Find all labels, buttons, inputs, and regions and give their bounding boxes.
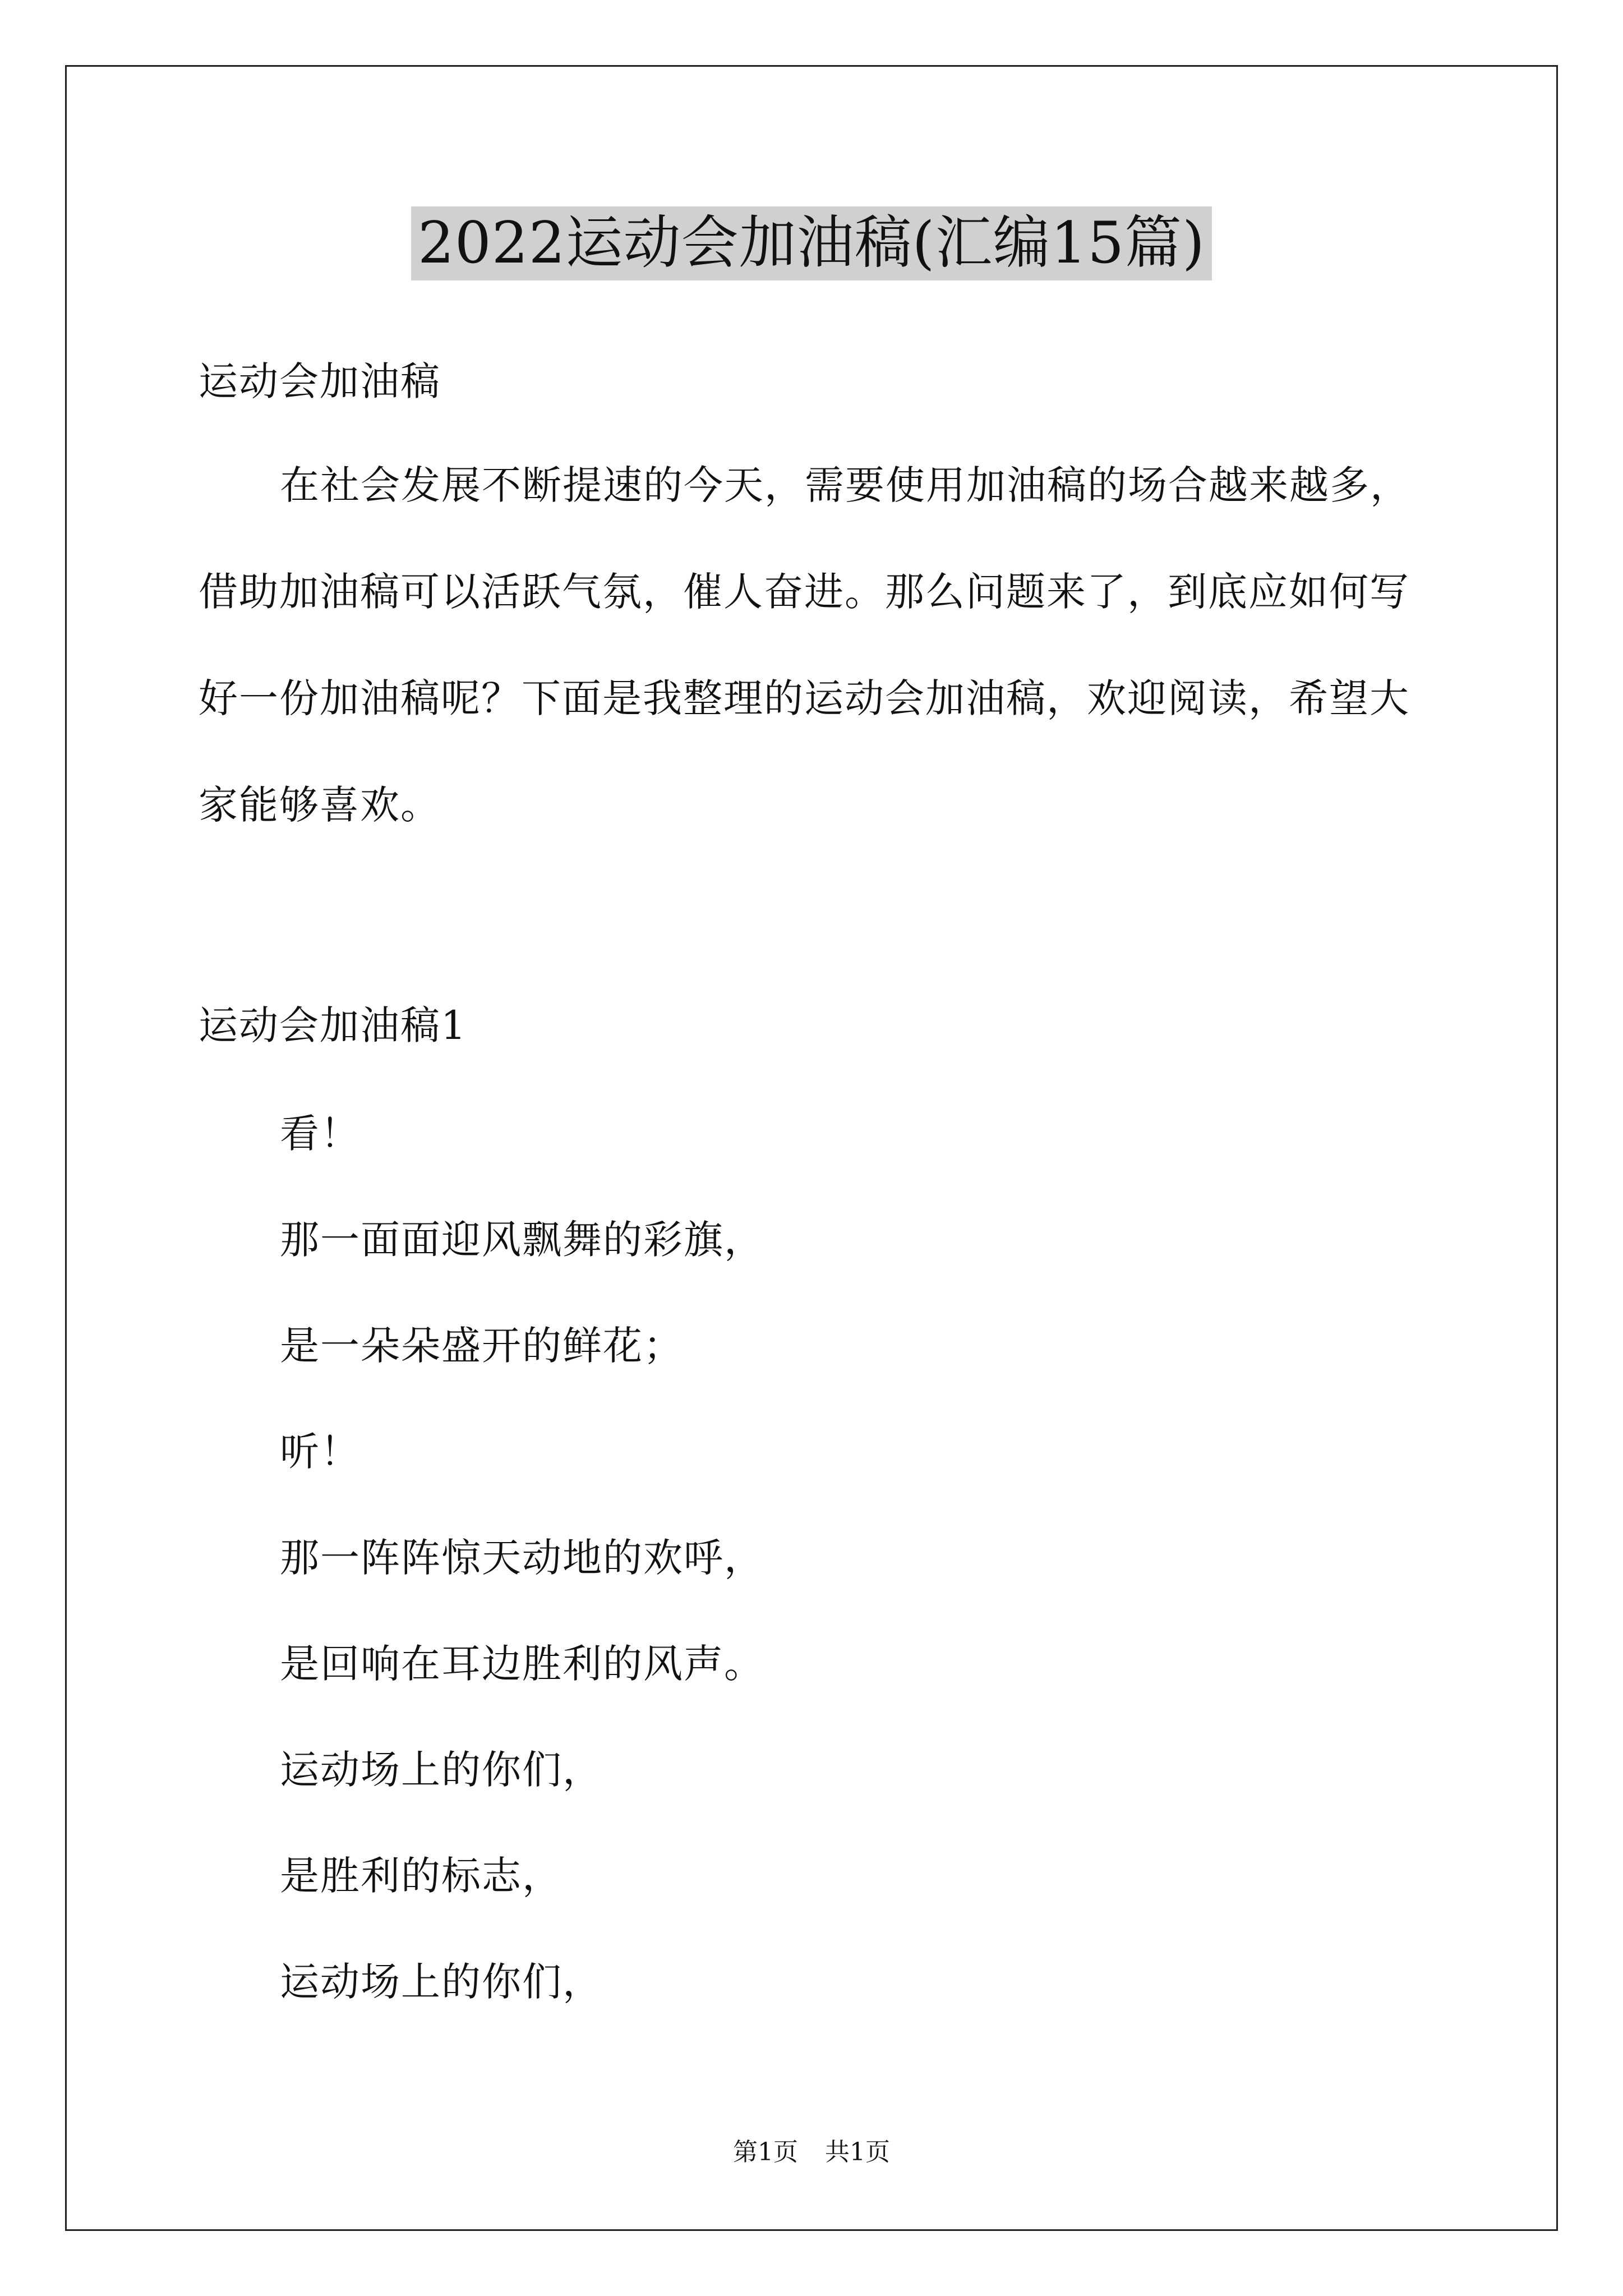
intro-paragraph: 在社会发展不断提速的今天，需要使用加油稿的场合越来越多，借助加油稿可以活跃气氛，催人奋进。那么问题来了，到底应如何写好一份加油稿呢？下面是我整理的运动会加油稿，欢迎阅读，希望大家能够喜欢。 xyxy=(199,462,1410,828)
poem-line: 运动场上的你们， xyxy=(280,1959,603,2005)
poem-line: 是回响在耳边胜利的风声。 xyxy=(280,1641,764,1687)
section-title: 运动会加油稿1 xyxy=(199,1002,467,1048)
poem-line: 运动场上的你们， xyxy=(280,1747,603,1793)
poem-line: 那一阵阵惊天动地的欢呼， xyxy=(280,1535,764,1581)
poem-line: 那一面面迎风飘舞的彩旗， xyxy=(280,1217,764,1263)
poem-line: 听！ xyxy=(280,1429,361,1475)
poem-line: 是一朵朵盛开的鲜花； xyxy=(280,1323,684,1369)
document-title: 2022运动会加油稿(汇编15篇) xyxy=(411,206,1212,280)
page-footer xyxy=(0,2132,1623,2168)
section-heading: 运动会加油稿 xyxy=(199,358,441,404)
page-total: 共1页 xyxy=(825,2138,890,2166)
poem-line: 是胜利的标志， xyxy=(280,1853,562,1899)
poem-line: 看！ xyxy=(280,1111,361,1157)
title-container xyxy=(0,206,1623,280)
page-number: 第1页 xyxy=(733,2138,798,2166)
